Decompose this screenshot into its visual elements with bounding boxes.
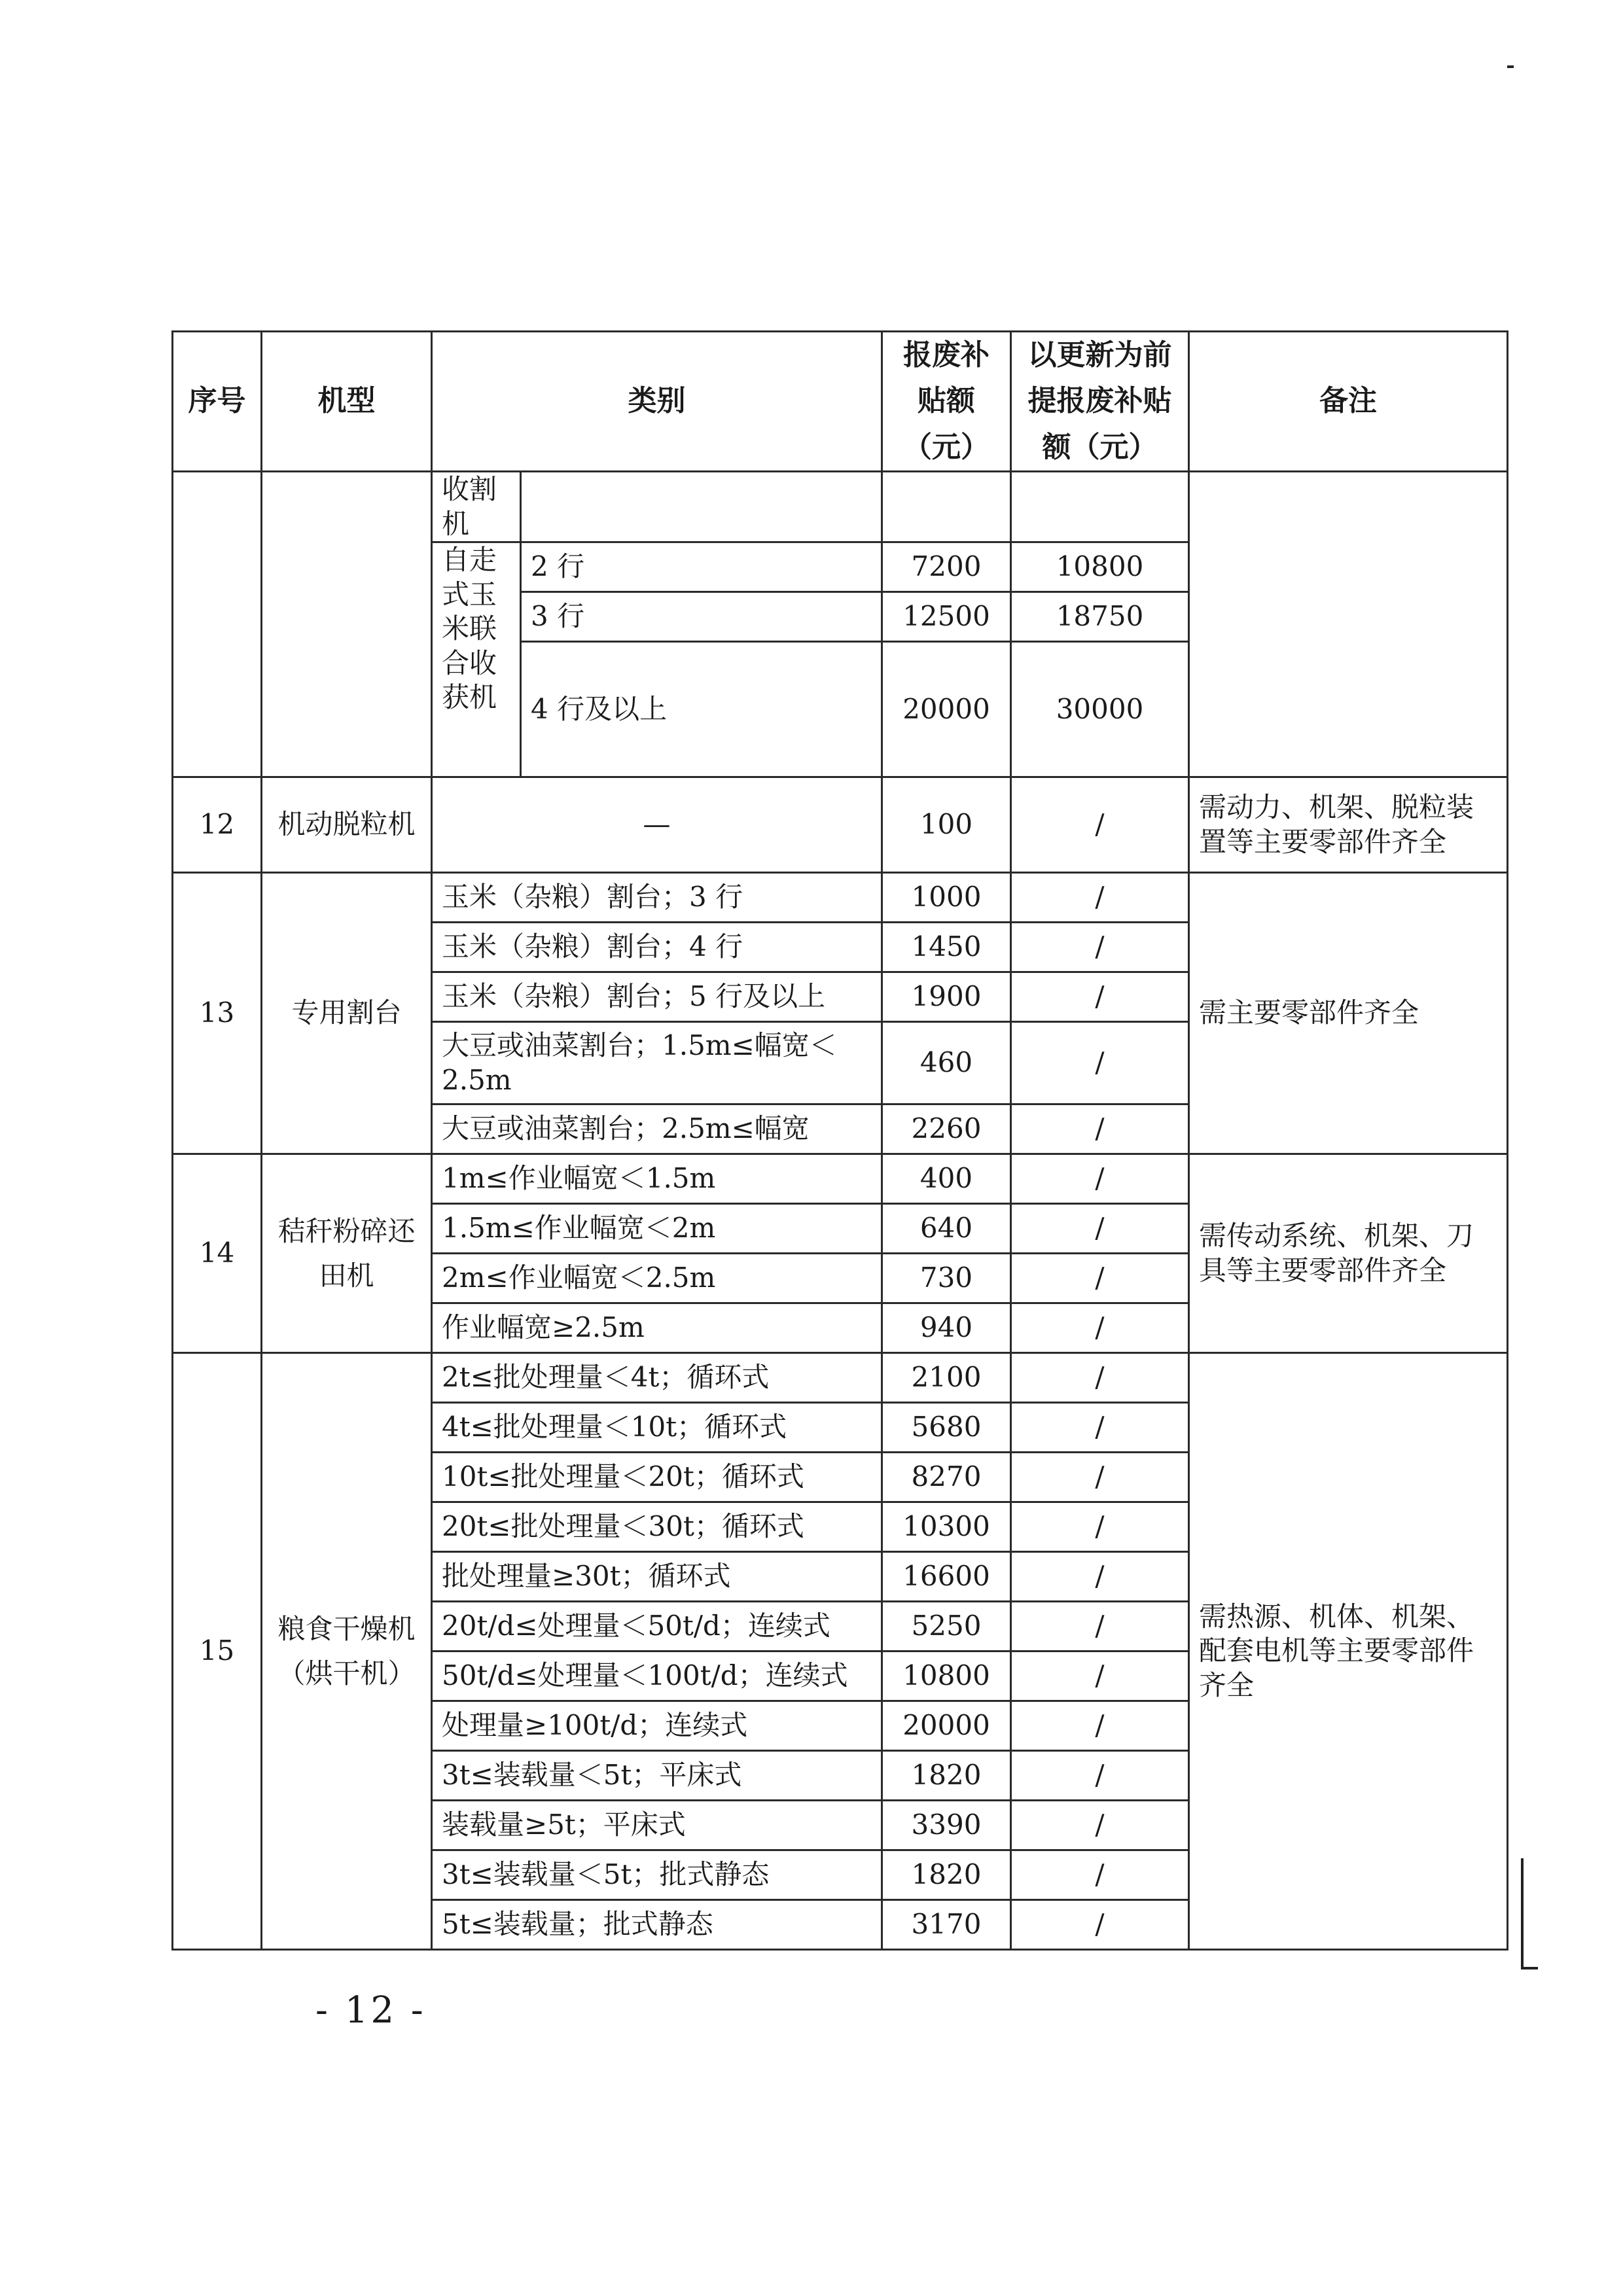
seq-cell: 12	[173, 777, 262, 873]
subsidy-cell: 3390	[882, 1801, 1011, 1850]
seq-cell: 14	[173, 1154, 262, 1353]
category-cell: 大豆或油菜割台；2.5m≤幅宽	[432, 1104, 882, 1154]
model-cell: 机动脱粒机	[262, 777, 432, 873]
category-cell: 玉米（杂粮）割台；5 行及以上	[432, 972, 882, 1022]
remark-cell: 需动力、机架、脱粒装置等主要零部件齐全	[1189, 777, 1508, 873]
category-level1-cell: 收割机	[432, 472, 521, 542]
remark-cell	[1189, 472, 1508, 777]
renew-subsidy-cell: /	[1011, 1651, 1189, 1701]
category-level1-cell: 自走式玉米联合收获机	[432, 542, 521, 777]
category-cell: 玉米（杂粮）割台；3 行	[432, 873, 882, 923]
subsidy-cell: 10300	[882, 1502, 1011, 1552]
header-remark: 备注	[1189, 332, 1508, 472]
category-cell: 1.5m≤作业幅宽＜2m	[432, 1204, 882, 1254]
category-cell	[521, 472, 882, 542]
renew-subsidy-cell: /	[1011, 1104, 1189, 1154]
category-cell: 玉米（杂粮）割台；4 行	[432, 923, 882, 972]
category-cell: 2m≤作业幅宽＜2.5m	[432, 1254, 882, 1303]
remark-cell: 需主要零部件齐全	[1189, 873, 1508, 1154]
scan-mark	[1521, 1858, 1524, 1969]
seq-cell: 15	[173, 1353, 262, 1950]
category-cell: 2 行	[521, 542, 882, 592]
renew-subsidy-cell: /	[1011, 1403, 1189, 1453]
renew-subsidy-cell: /	[1011, 1303, 1189, 1353]
subsidy-cell: 940	[882, 1303, 1011, 1353]
seq-cell: 13	[173, 873, 262, 1154]
renew-subsidy-cell: 30000	[1011, 642, 1189, 777]
scan-mark	[1507, 65, 1514, 68]
subsidy-cell: 2100	[882, 1353, 1011, 1403]
category-cell: —	[432, 777, 882, 873]
subsidy-cell: 1820	[882, 1850, 1011, 1900]
renew-subsidy-cell: /	[1011, 1552, 1189, 1602]
subsidy-cell: 3170	[882, 1900, 1011, 1950]
renew-subsidy-cell	[1011, 472, 1189, 542]
renew-subsidy-cell: /	[1011, 1022, 1189, 1104]
subsidy-cell: 10800	[882, 1651, 1011, 1701]
category-cell: 4t≤批处理量＜10t；循环式	[432, 1403, 882, 1453]
renew-subsidy-cell: /	[1011, 1254, 1189, 1303]
renew-subsidy-cell: /	[1011, 777, 1189, 873]
renew-subsidy-cell: /	[1011, 1751, 1189, 1801]
subsidy-cell: 1900	[882, 972, 1011, 1022]
renew-subsidy-cell: /	[1011, 1701, 1189, 1751]
category-cell: 2t≤批处理量＜4t；循环式	[432, 1353, 882, 1403]
category-cell: 装载量≥5t；平床式	[432, 1801, 882, 1850]
subsidy-cell: 20000	[882, 1701, 1011, 1751]
category-cell: 5t≤装载量；批式静态	[432, 1900, 882, 1950]
category-cell: 4 行及以上	[521, 642, 882, 777]
renew-subsidy-cell: 18750	[1011, 592, 1189, 642]
category-cell: 3t≤装载量＜5t；批式静态	[432, 1850, 882, 1900]
model-cell: 粮食干燥机（烘干机）	[262, 1353, 432, 1950]
category-cell: 作业幅宽≥2.5m	[432, 1303, 882, 1353]
subsidy-cell: 2260	[882, 1104, 1011, 1154]
header-category: 类别	[432, 332, 882, 472]
remark-cell: 需传动系统、机架、刀具等主要零部件齐全	[1189, 1154, 1508, 1353]
subsidy-cell: 1450	[882, 923, 1011, 972]
category-cell: 50t/d≤处理量＜100t/d；连续式	[432, 1651, 882, 1701]
category-cell: 3 行	[521, 592, 882, 642]
page-number: - 12 -	[315, 1989, 426, 2032]
subsidy-cell: 400	[882, 1154, 1011, 1204]
category-cell: 10t≤批处理量＜20t；循环式	[432, 1453, 882, 1502]
subsidy-cell: 7200	[882, 542, 1011, 592]
table-row	[173, 472, 1508, 542]
category-cell: 批处理量≥30t；循环式	[432, 1552, 882, 1602]
header-subsidy: 报废补贴额（元）	[882, 332, 1011, 472]
table-header-row	[173, 332, 1508, 472]
renew-subsidy-cell: /	[1011, 1453, 1189, 1502]
model-cell: 专用割台	[262, 873, 432, 1154]
renew-subsidy-cell: /	[1011, 1154, 1189, 1204]
renew-subsidy-cell: /	[1011, 1602, 1189, 1651]
renew-subsidy-cell: 10800	[1011, 542, 1189, 592]
renew-subsidy-cell: /	[1011, 1801, 1189, 1850]
subsidy-cell: 460	[882, 1022, 1011, 1104]
table-row	[173, 873, 1508, 923]
model-cell: 秸秆粉碎还田机	[262, 1154, 432, 1353]
seq-cell	[173, 472, 262, 777]
category-cell: 1m≤作业幅宽＜1.5m	[432, 1154, 882, 1204]
renew-subsidy-cell: /	[1011, 972, 1189, 1022]
renew-subsidy-cell: /	[1011, 1900, 1189, 1950]
model-cell	[262, 472, 432, 777]
table-row	[173, 1353, 1508, 1403]
subsidy-cell: 1000	[882, 873, 1011, 923]
subsidy-cell: 12500	[882, 592, 1011, 642]
subsidy-cell: 730	[882, 1254, 1011, 1303]
subsidy-cell: 1820	[882, 1751, 1011, 1801]
subsidy-cell: 16600	[882, 1552, 1011, 1602]
renew-subsidy-cell: /	[1011, 873, 1189, 923]
subsidy-cell: 640	[882, 1204, 1011, 1254]
renew-subsidy-cell: /	[1011, 1850, 1189, 1900]
header-seq: 序号	[173, 332, 262, 472]
category-cell: 20t≤批处理量＜30t；循环式	[432, 1502, 882, 1552]
renew-subsidy-cell: /	[1011, 1502, 1189, 1552]
header-renew-subsidy: 以更新为前提报废补贴额（元）	[1011, 332, 1189, 472]
renew-subsidy-cell: /	[1011, 1353, 1189, 1403]
header-model: 机型	[262, 332, 432, 472]
scan-mark	[1521, 1967, 1538, 1969]
subsidy-table	[171, 330, 1508, 1951]
category-cell: 处理量≥100t/d；连续式	[432, 1701, 882, 1751]
subsidy-cell: 5680	[882, 1403, 1011, 1453]
renew-subsidy-cell: /	[1011, 923, 1189, 972]
category-cell: 大豆或油菜割台；1.5m≤幅宽＜2.5m	[432, 1022, 882, 1104]
category-cell: 3t≤装载量＜5t；平床式	[432, 1751, 882, 1801]
renew-subsidy-cell: /	[1011, 1204, 1189, 1254]
remark-cell: 需热源、机体、机架、配套电机等主要零部件齐全	[1189, 1353, 1508, 1950]
subsidy-cell: 8270	[882, 1453, 1011, 1502]
table-row	[173, 1154, 1508, 1204]
table-row	[173, 777, 1508, 873]
subsidy-cell: 20000	[882, 642, 1011, 777]
category-cell: 20t/d≤处理量＜50t/d；连续式	[432, 1602, 882, 1651]
subsidy-cell: 5250	[882, 1602, 1011, 1651]
subsidy-cell: 100	[882, 777, 1011, 873]
subsidy-cell	[882, 472, 1011, 542]
